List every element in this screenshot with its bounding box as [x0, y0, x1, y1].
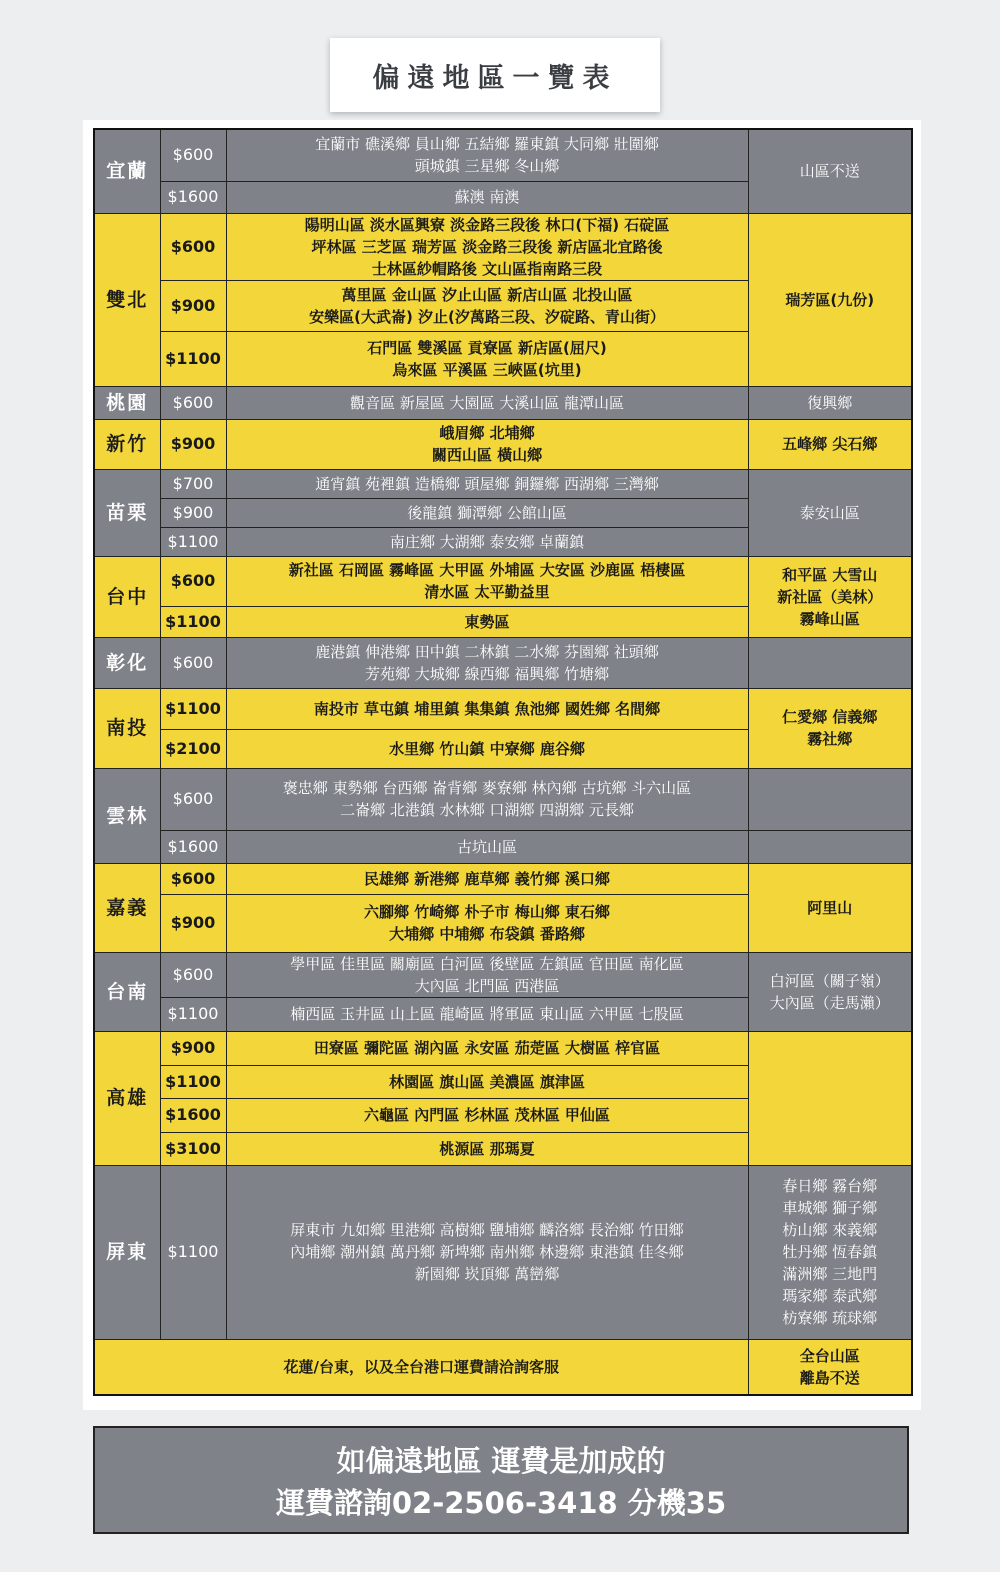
area-list — [226, 768, 748, 830]
area-list — [226, 1132, 748, 1165]
area-list — [226, 280, 748, 331]
region-chiayi: 嘉義 — [94, 863, 160, 952]
text-line: 二崙鄉 北港鎮 水林鄉 口湖鄉 四湖鄉 元長鄉 — [340, 801, 634, 819]
text-line: 全台山區 — [799, 1346, 860, 1365]
area-list — [226, 469, 748, 498]
text-line: 清水區 太平勤益里 — [424, 583, 550, 601]
text-line: 蘇澳 南澳 — [454, 188, 520, 206]
note — [748, 1165, 912, 1339]
price: $900 — [160, 280, 226, 331]
region-kaohsiung: 高雄 — [94, 1031, 160, 1165]
price: $600 — [160, 637, 226, 688]
note — [748, 768, 912, 830]
area-list — [226, 863, 748, 894]
note — [748, 1339, 912, 1395]
text-line: 楠西區 玉井區 山上區 龍崎區 將軍區 東山區 六甲區 七股區 — [290, 1005, 684, 1023]
area-list — [226, 894, 748, 952]
area-list — [226, 606, 748, 637]
region-yunlin: 雲林 — [94, 768, 160, 863]
text-line: 和平區 大雪山 — [782, 565, 878, 584]
text-line: 泰安山區 — [799, 503, 860, 522]
price: $1100 — [160, 688, 226, 729]
area-list — [226, 1065, 748, 1098]
price: $600 — [160, 213, 226, 280]
note — [748, 830, 912, 863]
text-line: 田寮區 彌陀區 湖內區 永安區 茄萣區 大樹區 梓官區 — [313, 1039, 661, 1057]
note — [748, 863, 912, 952]
region-taoyuan: 桃園 — [94, 386, 160, 419]
text-line: 坪林區 三芝區 瑞芳區 淡金路三段後 新店區北宜路後 — [311, 237, 663, 256]
price: $600 — [160, 129, 226, 181]
note — [748, 213, 912, 386]
region-hsinchu: 新竹 — [94, 419, 160, 469]
text-line: 褒忠鄉 東勢鄉 台西鄉 崙背鄉 麥寮鄉 林內鄉 古坑鄉 斗六山區 — [282, 779, 692, 797]
note — [748, 1031, 912, 1165]
text-line: 大內區（走馬瀨） — [769, 993, 890, 1012]
region-miaoli: 苗栗 — [94, 469, 160, 556]
area-list — [226, 1165, 748, 1339]
area-list — [226, 688, 748, 729]
area-list — [226, 498, 748, 527]
note — [748, 952, 912, 1031]
text-line: 後龍鎮 獅潭鄉 公館山區 — [407, 503, 567, 522]
price: $1100 — [160, 997, 226, 1031]
price: $1600 — [160, 1098, 226, 1132]
area-list — [226, 331, 748, 386]
price: $1100 — [160, 331, 226, 386]
note — [748, 556, 912, 637]
text-line: 離島不送 — [799, 1368, 860, 1387]
remote-area-table — [93, 128, 913, 1396]
footer-line-2: 運費諮詢02-2506-3418 分機35 — [275, 1486, 727, 1520]
region-taichung: 台中 — [94, 556, 160, 637]
footer-line-1: 如偏遠地區 運費是加成的 — [336, 1444, 666, 1478]
text-line: 石門區 雙溪區 貢寮區 新店區(屈尺) — [367, 338, 607, 357]
text-line: 六腳鄉 竹崎鄉 朴子市 梅山鄉 東石鄉 — [364, 903, 610, 921]
area-list — [226, 729, 748, 768]
text-line: 民雄鄉 新港鄉 鹿草鄉 義竹鄉 溪口鄉 — [364, 869, 610, 888]
text-line: 大內區 北門區 西港區 — [414, 976, 560, 995]
area-list — [226, 556, 748, 606]
text-line: 南庄鄉 大湖鄉 泰安鄉 卓蘭鎮 — [389, 532, 585, 551]
text-line: 五峰鄉 尖石鄉 — [782, 435, 878, 453]
area-list — [226, 637, 748, 688]
note — [748, 469, 912, 556]
text-line: 頭城鎮 三星鄉 冬山鄉 — [414, 157, 560, 176]
text-line: 霧社鄉 — [807, 730, 853, 748]
text-line: 宜蘭市 礁溪鄉 員山鄉 五結鄉 羅東鎮 大同鄉 壯圍鄉 — [315, 135, 659, 154]
area-list — [226, 830, 748, 863]
text-line: 山區不送 — [799, 162, 860, 181]
text-line: 牡丹鄉 恆春鎮 — [782, 1243, 878, 1261]
text-line: 春日鄉 霧台鄉 — [782, 1177, 878, 1195]
text-line: 士林區紗帽路後 文山區指南路三段 — [371, 259, 603, 278]
price: $900 — [160, 894, 226, 952]
area-list — [226, 181, 748, 213]
note — [748, 688, 912, 768]
price: $600 — [160, 556, 226, 606]
text-line: 新園鄉 崁頂鄉 萬巒鄉 — [414, 1265, 560, 1283]
text-line: 屏東市 九如鄉 里港鄉 高樹鄉 鹽埔鄉 麟洛鄉 長治鄉 竹田鄉 — [290, 1221, 684, 1239]
price: $600 — [160, 952, 226, 997]
area-list — [226, 129, 748, 181]
price: $1600 — [160, 830, 226, 863]
region-changhua: 彰化 — [94, 637, 160, 688]
text-line: 大埔鄉 中埔鄉 布袋鎮 番路鄉 — [389, 925, 585, 943]
text-line: 烏來區 平溪區 三峽區(坑里) — [392, 360, 582, 379]
text-line: 霧峰山區 — [799, 609, 860, 628]
text-line: 白河區（關子嶺） — [769, 971, 890, 990]
area-list — [226, 419, 748, 469]
region-yilan: 宜蘭 — [94, 129, 160, 213]
price: $1100 — [160, 527, 226, 556]
text-line: 安樂區(大武崙) 汐止(汐萬路三段、汐碇路、青山街） — [309, 307, 665, 326]
area-list — [226, 1098, 748, 1132]
area-list — [226, 386, 748, 419]
text-line: 新社區 石岡區 霧峰區 大甲區 外埔區 大安區 沙鹿區 梧棲區 — [288, 561, 686, 579]
area-list — [226, 1031, 748, 1065]
text-line: 滿洲鄉 三地門 — [782, 1265, 878, 1283]
text-line: 芳苑鄉 大城鄉 線西鄉 福興鄉 竹塘鄉 — [364, 664, 610, 683]
price: $600 — [160, 863, 226, 894]
text-line: 阿里山 — [807, 898, 853, 917]
text-line: 關西山區 橫山鄉 — [431, 446, 543, 464]
text-line: 鹿港鎮 伸港鄉 田中鎮 二林鎮 二水鄉 芬園鄉 社頭鄉 — [315, 642, 659, 661]
text-line: 水里鄉 竹山鎮 中寮鄉 鹿谷鄉 — [389, 739, 585, 758]
price: $1100 — [160, 606, 226, 637]
text-line: 東勢區 — [464, 612, 510, 631]
text-line: 復興鄉 — [807, 393, 853, 412]
price: $900 — [160, 1031, 226, 1065]
text-line: 通宵鎮 苑裡鎮 造橋鄉 頭屋鄉 銅鑼鄉 西湖鄉 三灣鄉 — [315, 474, 659, 493]
text-line: 枋山鄉 來義鄉 — [782, 1221, 878, 1239]
text-line: 萬里區 金山區 汐止山區 新店山區 北投山區 — [341, 285, 633, 304]
area-list — [226, 527, 748, 556]
price: $700 — [160, 469, 226, 498]
text-line: 學甲區 佳里區 關廟區 白河區 後壁區 左鎮區 官田區 南化區 — [290, 954, 684, 973]
price: $2100 — [160, 729, 226, 768]
text-line: 車城鄉 獅子鄉 — [782, 1199, 878, 1217]
area-list — [226, 213, 748, 280]
price: $600 — [160, 768, 226, 830]
text-line: 枋寮鄉 琉球鄉 — [782, 1309, 878, 1327]
note — [748, 419, 912, 469]
page-title: 偏遠地區一覽表 — [330, 38, 660, 112]
note — [748, 129, 912, 213]
text-line: 林園區 旗山區 美濃區 旗津區 — [389, 1072, 585, 1091]
region-tainan: 台南 — [94, 952, 160, 1031]
region-taipei: 雙北 — [94, 213, 160, 386]
note — [748, 637, 912, 688]
text-line: 峨眉鄉 北埔鄉 — [439, 424, 535, 442]
text-line: 桃源區 那瑪夏 — [439, 1139, 535, 1158]
area-list — [226, 952, 748, 997]
region-nantou: 南投 — [94, 688, 160, 768]
text-line: 觀音區 新屋區 大園區 大溪山區 龍潭山區 — [349, 393, 625, 412]
contact-note: 花蓮/台東，以及全台港口運費請洽詢客服 — [94, 1339, 748, 1395]
price: $900 — [160, 498, 226, 527]
text-line: 瑞芳區(九份) — [785, 290, 875, 309]
region-pingtung: 屏東 — [94, 1165, 160, 1339]
price: $1600 — [160, 181, 226, 213]
price: $1100 — [160, 1065, 226, 1098]
price: $1100 — [160, 1165, 226, 1339]
text-line: 新社區（美林） — [777, 587, 883, 606]
area-list — [226, 997, 748, 1031]
text-line: 內埔鄉 潮州鎮 萬丹鄉 新埤鄉 南州鄉 林邊鄉 東港鎮 佳冬鄉 — [290, 1243, 684, 1261]
note — [748, 386, 912, 419]
footer-banner — [93, 1426, 909, 1534]
text-line: 六龜區 內門區 杉林區 茂林區 甲仙區 — [364, 1106, 610, 1124]
text-line: 仁愛鄉 信義鄉 — [782, 708, 878, 726]
text-line: 陽明山區 淡水區興寮 淡金路三段後 林口(下福) 石碇區 — [304, 215, 670, 234]
text-line: 古坑山區 — [456, 837, 517, 856]
text-line: 瑪家鄉 泰武鄉 — [782, 1287, 878, 1305]
price: $900 — [160, 419, 226, 469]
price: $3100 — [160, 1132, 226, 1165]
text-line: 南投市 草屯鎮 埔里鎮 集集鎮 魚池鄉 國姓鄉 名間鄉 — [313, 699, 661, 718]
price: $600 — [160, 386, 226, 419]
